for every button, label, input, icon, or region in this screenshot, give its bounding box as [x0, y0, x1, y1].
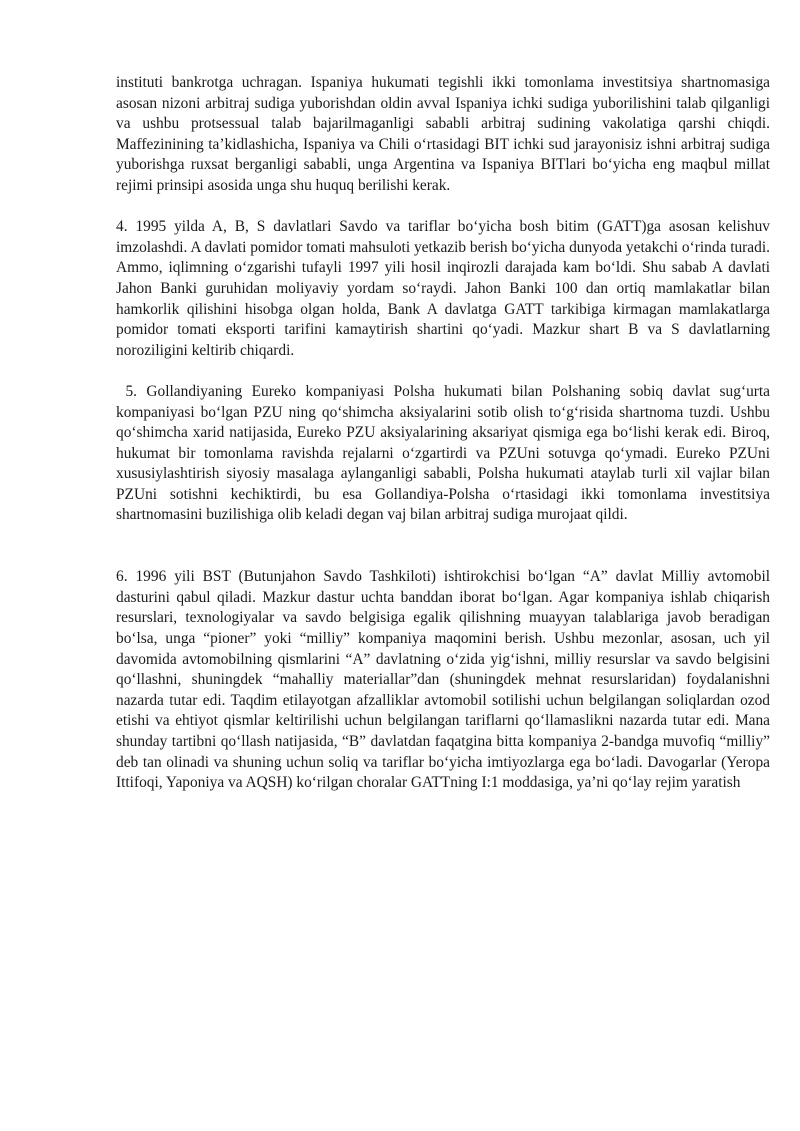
paragraph-gap [116, 361, 770, 382]
paragraph-case-6: 6. 1996 yili BST (Butunjahon Savdo Tashkiloti) ishtirokchisi bo‘lgan “A” davlat Milliy avtomobil dasturini qabul qiladi. Mazkur dastur uchta banddan iborat bo‘lgan. Agar kompaniya ishlab chiqarish resurslari, texnologiyalar va savdo belgisiga egalik qilishning muayyan talablariga javob beradigan bo‘lsa, unga “pioner” yoki “milliy” kompaniya maqomini berish. Ushbu mezonlar, asosan, uch yil davomida avtomobilning qismlarini “A” davlatning o‘zida yig‘ishni, milliy resurslar va savdo belgisini qo‘llashni, shuningdek “mahalliy materiallar”dan (shuningdek mehnat resurslaridan) foydalanishni nazarda tutar edi. Taqdim etilayotgan afzalliklar avtomobil sotilishi uchun belgilangan soliqlardan ozod etishi va ehtiyot qismlar keltirilishi uchun belgilangan tariflarni qo‘llamaslikni nazarda tutar edi. Mana shunday tartibni qo‘llash natijasida, “B” davlatdan faqatgina bitta kompaniya 2-bandga muvofiq “milliy” deb tan olinadi va shuning uchun soliq va tariflar bo‘yicha imtiyozlarga ega bo‘ladi. Davogarlar (Yeropa Ittifoqi, Yaponiya va AQSH) ko‘rilgan choralar GATTning I:1 moddasiga, ya’ni qo‘lay rejim yaratish [116, 568, 770, 792]
paragraph-gap [116, 197, 770, 218]
paragraph-case-5-text: 5. Gollandiyaning Eureko kompaniyasi Polsha hukumati bilan Polshaning sobiq davlat sug‘urta kompaniyasi bo‘lgan PZU ning qo‘shimcha aksiyalarini sotib olish to‘g‘risida shartnoma tuzdi. Ushbu qo‘shimcha xarid natijasida, Eureko PZU aksiyalarining aksariyat qismiga ega bo‘lishi kerak edi. Biroq, hukumat bir tomonlama ravishda rejalarni o‘zgartirdi va PZUni sotuvga qo‘ymadi. Eureko PZUni xususiylashtirish siyosiy masalaga aylanganligi sababli, Polsha hukumati ataylab turli xil vajlar bilan PZUni sotishni kechiktirdi, bu esa Gollandiya-Polsha o‘rtasidagi ikki tomonlama investitsiya shartnomasini buzilishiga olib keladi degan vaj bilan arbitraj sudiga murojaat qildi. [116, 382, 770, 524]
paragraph-gap [116, 526, 770, 567]
paragraph-case-4-body: Ammo, iqlimning o‘zgarishi tufayli 1997 yili hosil inqirozli darajada kam bo‘ldi. Shu sabab A davlati Jahon Banki guruhidan moliyaviy yordam so‘raydi. Jahon Banki 100 dan ortiq mamlakatlar bilan hamkorlik qilishini hisobga olgan holda, Bank A davlatga GATT tarkibiga kirmagan mamlakatlarga pomidor tomati eksporti tarifini kamaytirish shartini qo‘yadi. Mazkur shart B va S davlatlarning noroziligini keltirib chiqardi. [116, 259, 770, 359]
paragraph-case-4-intro: 4. 1995 yilda A, B, S davlatlari Savdo va tariflar bo‘yicha bosh bitim (GATT)ga asosan kelishuv imzolashdi. A davlati pomidor tomati mahsuloti yetkazib berish bo‘yicha dunyoda yetakchi o‘rinda turadi. [116, 218, 770, 256]
paragraph-continuation: instituti bankrotga uchragan. Ispaniya hukumati tegishli ikki tomonlama investitsiya shartnomasiga asosan nizoni arbitraj sudiga yuborishdan oldin avval Ispaniya ichki sudiga yuborilishini talab qilganligi va ushbu protsessual talab bajarilmaganligi sababli arbitraj sudining vakolatiga qarshi chiqdi. Maffezinining ta’kidlashicha, Ispaniya va Chili o‘rtasidagi BIT ichki sud jarayonisiz ishni arbitraj sudiga yuborishga ruxsat berganligi sababli, unga Argentina va Ispaniya BITlari bo‘yicha eng maqbul millat rejimi prinsipi asosida unga shu huquq berilishi kerak. [116, 74, 770, 194]
document-page [116, 73, 770, 794]
paragraph-case-5 [116, 382, 770, 526]
